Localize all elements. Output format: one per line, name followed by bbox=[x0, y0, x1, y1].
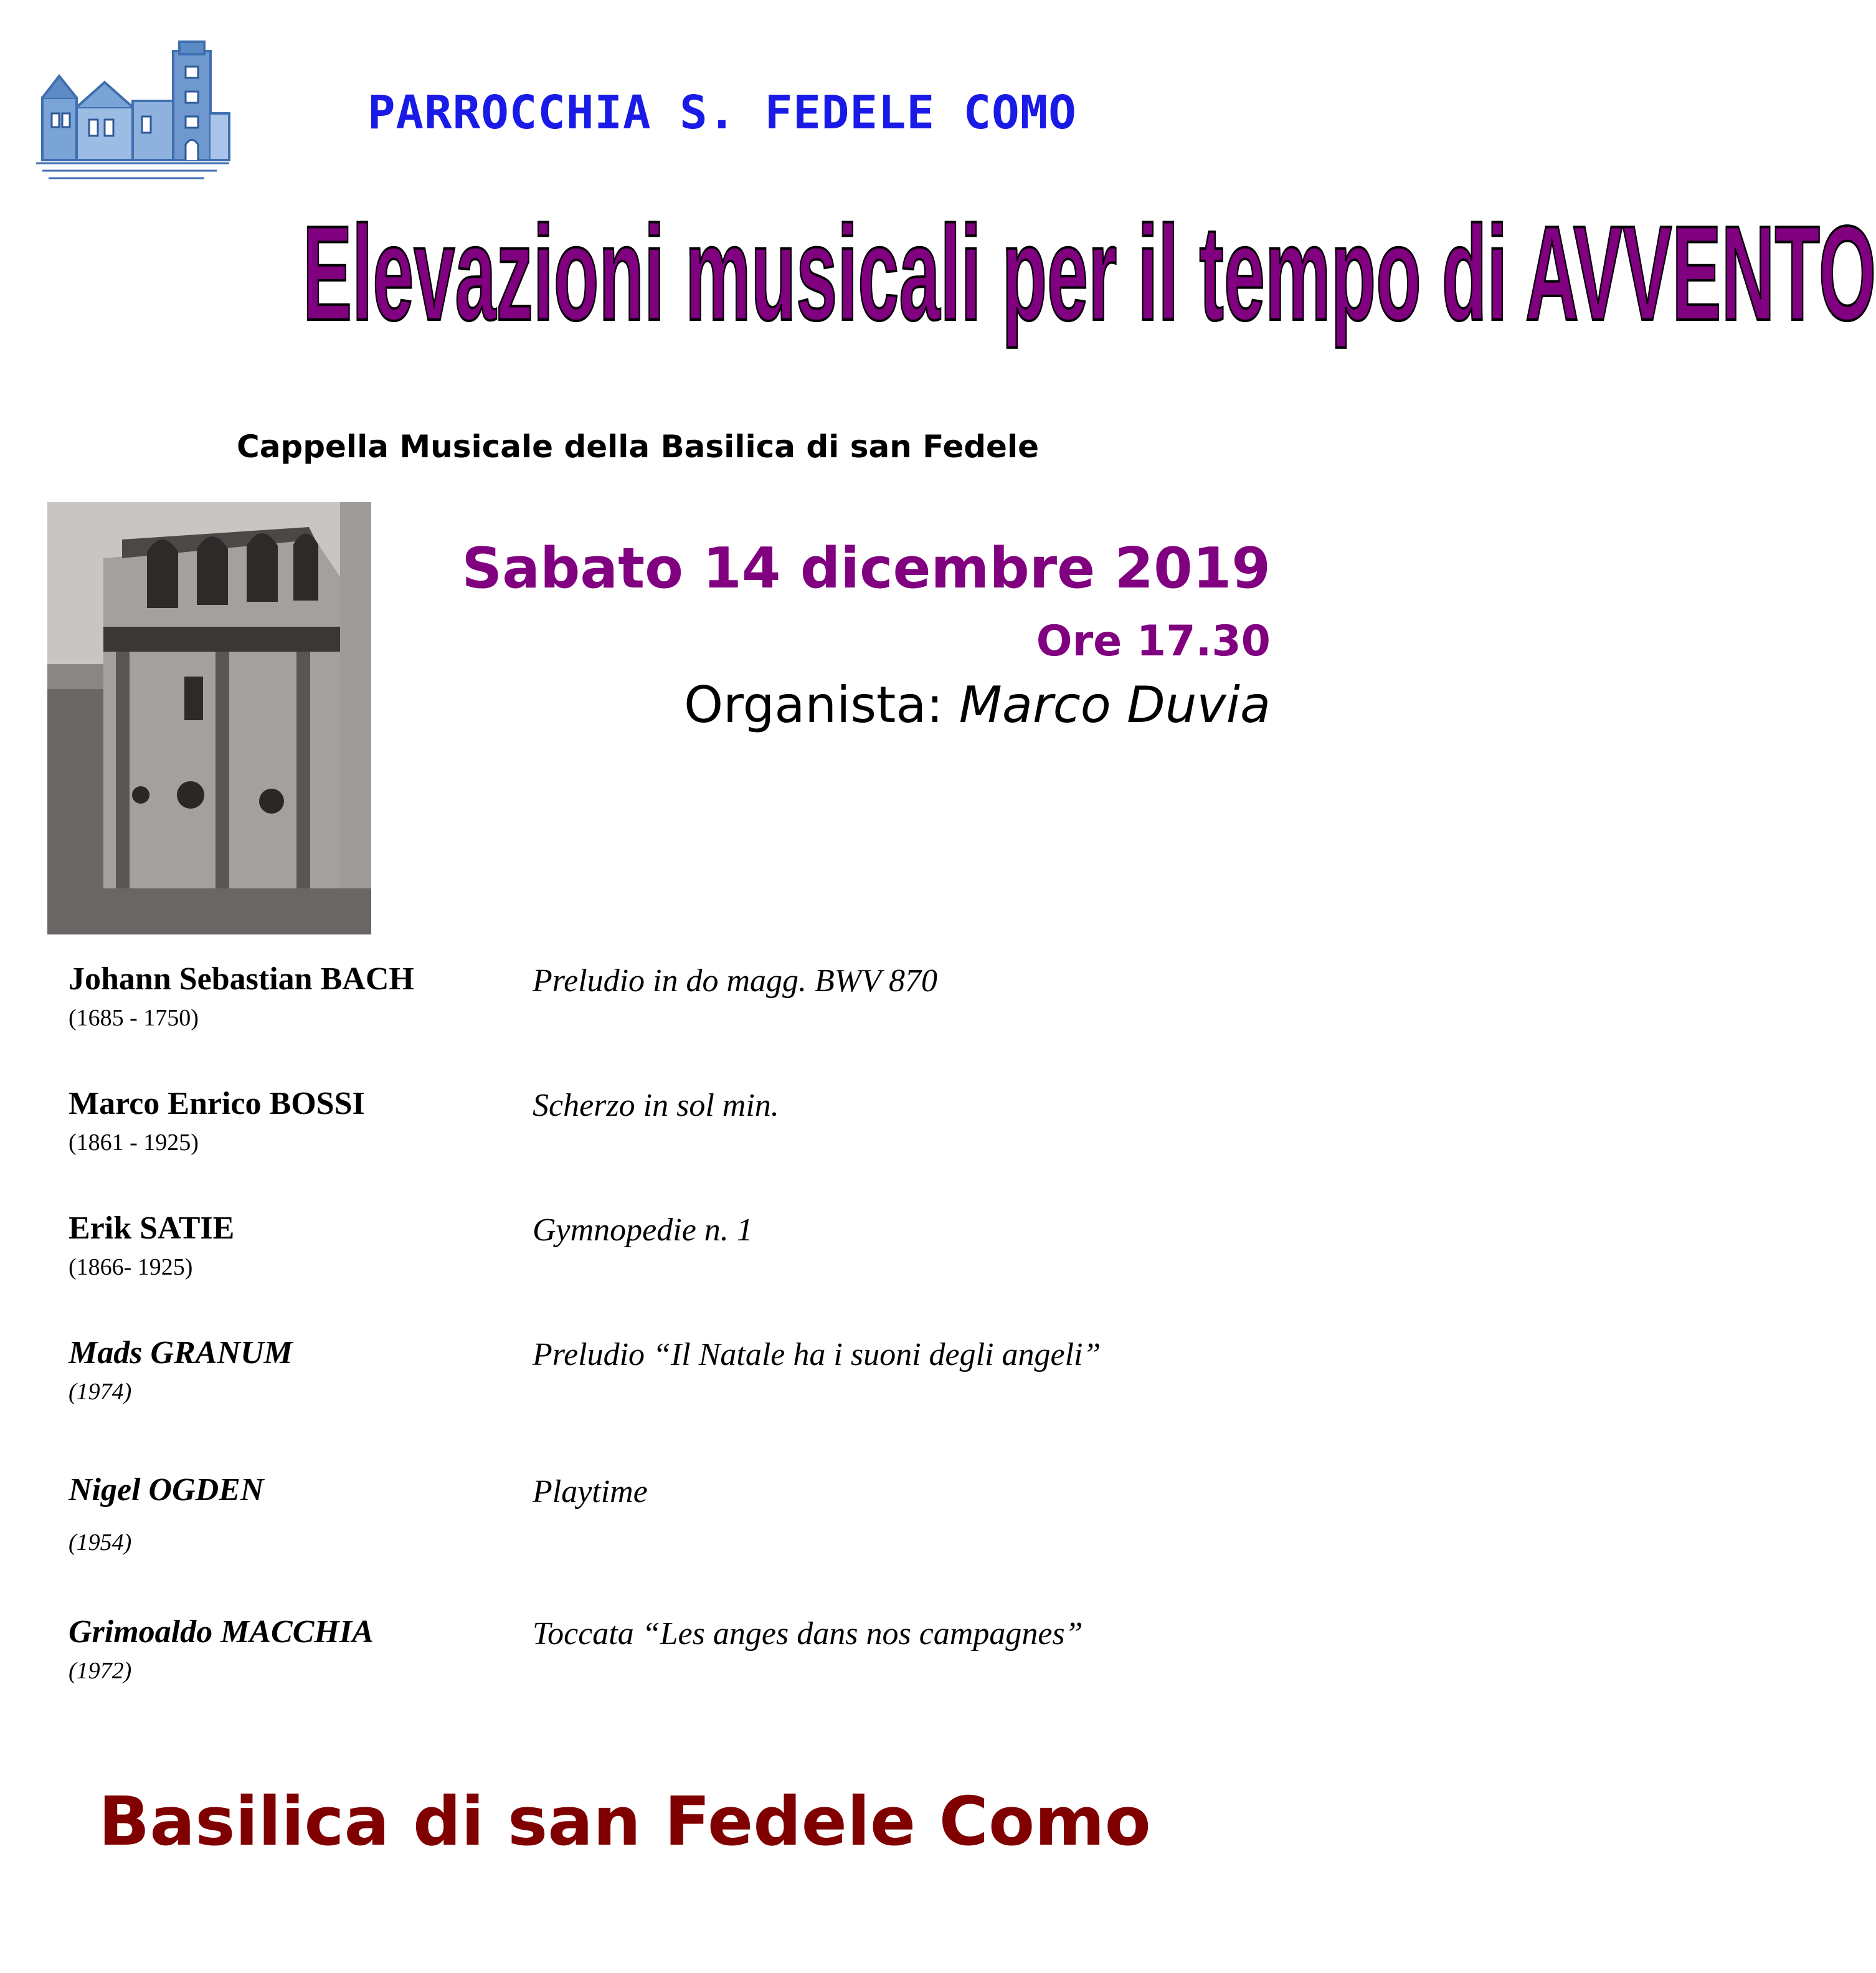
subtitle: Cappella Musicale della Basilica di san Fedele bbox=[237, 429, 1040, 465]
composer-name: Nigel OGDEN bbox=[69, 1472, 264, 1508]
composer-years: (1972) bbox=[69, 1658, 132, 1684]
parish-name: PARROCCHIA S. FEDELE COMO bbox=[367, 86, 1077, 140]
page-title: Elevazioni musicali per il tempo di AVVENTO bbox=[303, 197, 1876, 348]
composer-years: (1954) bbox=[69, 1529, 132, 1556]
piece-title: Preludio “Il Natale ha i suoni degli angeli” bbox=[533, 1337, 1101, 1372]
composer-years: (1861 - 1925) bbox=[69, 1129, 199, 1156]
piece-title: Gymnopedie n. 1 bbox=[533, 1212, 753, 1248]
organist-name: Marco Duvia bbox=[959, 676, 1271, 734]
composer-name: Mads GRANUM bbox=[69, 1335, 293, 1371]
venue-name: Basilica di san Fedele Como bbox=[98, 1783, 1151, 1861]
composer-years: (1866- 1925) bbox=[69, 1254, 193, 1280]
event-date: Sabato 14 dicembre 2019 bbox=[462, 536, 1271, 601]
composer-name: Marco Enrico BOSSI bbox=[69, 1086, 365, 1121]
piece-title: Preludio in do magg. BWV 870 bbox=[533, 963, 937, 999]
composer-years: (1685 - 1750) bbox=[69, 1005, 199, 1031]
composer-name: Johann Sebastian BACH bbox=[69, 961, 414, 997]
piece-title: Scherzo in sol min. bbox=[533, 1088, 779, 1123]
piece-title: Toccata “Les anges dans nos campagnes” bbox=[533, 1616, 1083, 1652]
piece-title: Playtime bbox=[533, 1474, 648, 1509]
basilica-apse-painting bbox=[47, 502, 371, 934]
event-time: Ore 17.30 bbox=[1036, 617, 1271, 666]
church-logo-icon bbox=[30, 39, 235, 188]
organist-line bbox=[561, 676, 1271, 734]
composer-name: Erik SATIE bbox=[69, 1210, 235, 1246]
composer-name: Grimoaldo MACCHIA bbox=[69, 1614, 374, 1650]
composer-years: (1974) bbox=[69, 1379, 132, 1405]
organist-label: Organista: bbox=[684, 676, 944, 734]
